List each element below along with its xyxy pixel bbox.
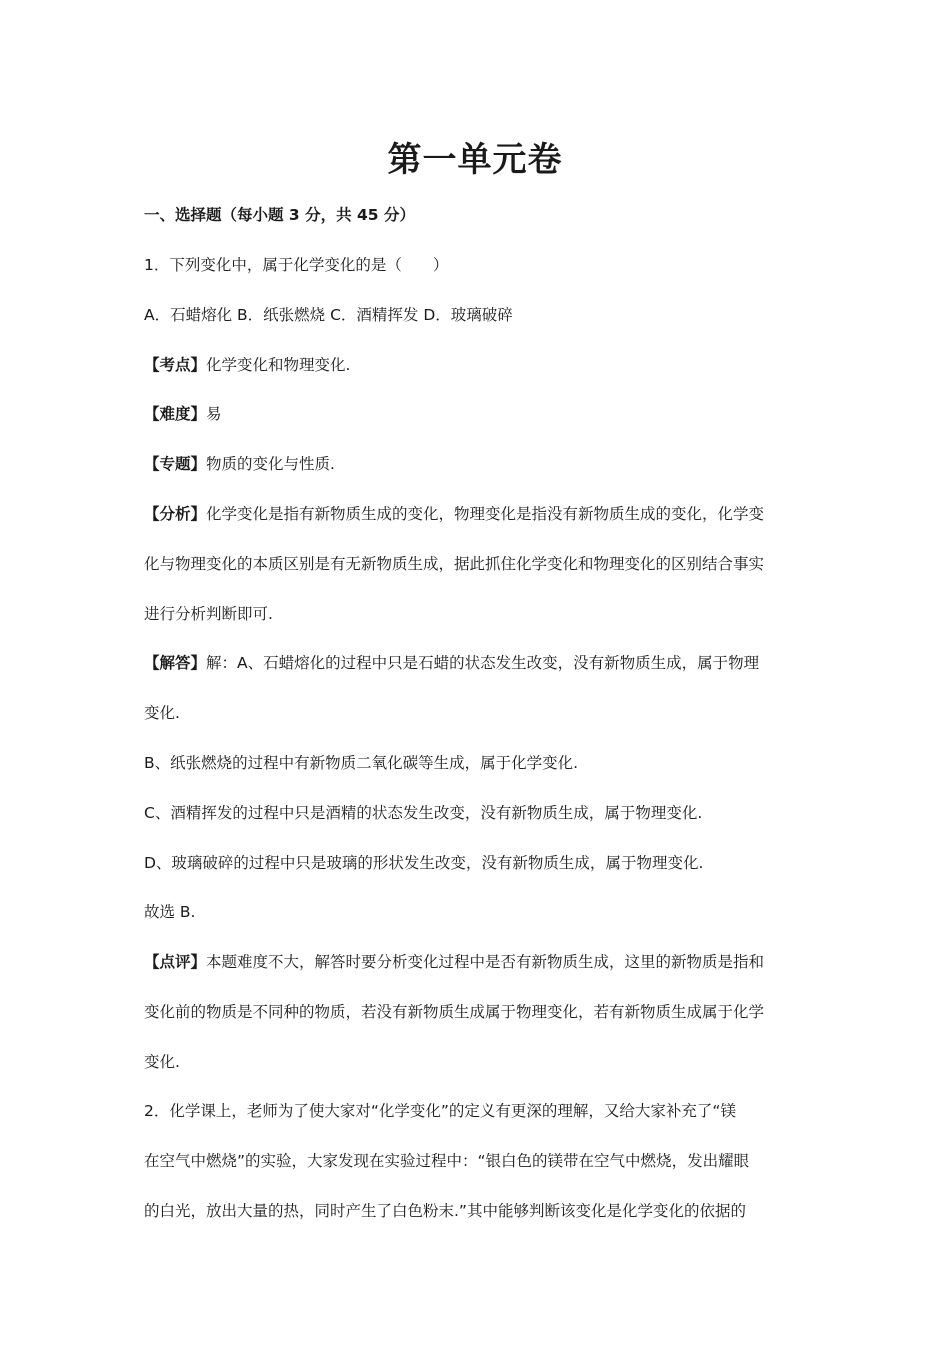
zhuanti-row	[144, 454, 824, 474]
fenxi-line-1: 化学变化是指有新物质生成的变化，物理变化是指没有新物质生成的变化，化学变	[206, 505, 765, 523]
dianping-line-1: 本题难度不大，解答时要分析变化过程中是否有新物质生成，这里的新物质是指和	[206, 953, 765, 971]
question-2-line-2: 在空气中燃烧”的实验，大家发现在实验过程中：“银白色的镁带在空气中燃烧，发出耀眼	[144, 1152, 750, 1170]
dianping-line-3: 变化.	[144, 1053, 180, 1071]
jieda-d: D、玻璃破碎的过程中只是玻璃的形状发生改变，没有新物质生成，属于物理变化.	[144, 854, 704, 872]
dianping-row	[144, 952, 824, 972]
kaodian-tag: 【考点】	[144, 356, 207, 374]
nandu-row	[144, 404, 824, 424]
page-title: 第一单元卷	[387, 140, 563, 180]
jieda-row	[144, 653, 824, 673]
kaodian-row	[144, 355, 824, 375]
zhuanti-tag: 【专题】	[144, 455, 207, 473]
fenxi-line-3: 进行分析判断即可.	[144, 605, 273, 623]
zhuanti-text: 物质的变化与性质.	[206, 455, 335, 473]
fenxi-line-2: 化与物理变化的本质区别是有无新物质生成，据此抓住化学变化和物理变化的区别结合事实	[144, 555, 765, 573]
jieda-line-1: 解：A、石蜡熔化的过程中只是石蜡的状态发生改变，没有新物质生成，属于物理	[206, 654, 760, 672]
fenxi-tag: 【分析】	[144, 505, 207, 523]
nandu-text: 易	[206, 405, 222, 423]
nandu-tag: 【难度】	[144, 405, 207, 423]
question-2-line-1: 2．化学课上，老师为了使大家对“化学变化”的定义有更深的理解，又给大家补充了“镁	[144, 1102, 736, 1120]
jieda-c: C、酒精挥发的过程中只是酒精的状态发生改变，没有新物质生成，属于物理变化.	[144, 804, 703, 822]
question-2-line-3: 的白光，放出大量的热，同时产生了白色粉末.”其中能够判断该变化是化学变化的依据的	[144, 1202, 746, 1220]
question-1-stem: 1．下列变化中，属于化学变化的是（ ）	[144, 256, 449, 274]
answer-line: 故选 B.	[144, 903, 196, 921]
jieda-line-2: 变化.	[144, 704, 180, 722]
jieda-b: B、纸张燃烧的过程中有新物质二氧化碳等生成，属于化学变化.	[144, 754, 579, 772]
fenxi-row	[144, 504, 824, 524]
section-heading: 一、选择题（每小题 3 分，共 45 分）	[144, 206, 415, 224]
question-1-options: A．石蜡熔化 B．纸张燃烧 C．酒精挥发 D．玻璃破碎	[144, 306, 513, 324]
jieda-tag: 【解答】	[144, 654, 207, 672]
kaodian-text: 化学变化和物理变化.	[206, 356, 351, 374]
dianping-tag: 【点评】	[144, 953, 207, 971]
dianping-line-2: 变化前的物质是不同种的物质，若没有新物质生成属于物理变化，若有新物质生成属于化学	[144, 1003, 765, 1021]
